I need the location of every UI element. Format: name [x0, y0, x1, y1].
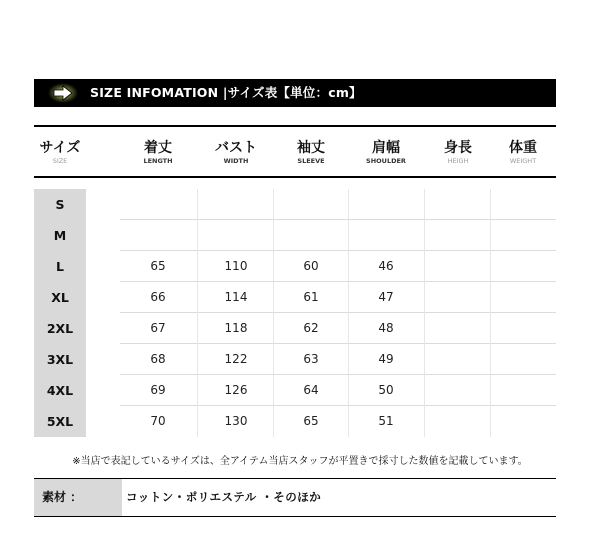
measurement-cell: 65 [303, 414, 319, 428]
measurement-cell: 62 [303, 321, 319, 335]
column-header-size [25, 140, 95, 166]
measurement-cell: 63 [303, 352, 319, 366]
measurement-cell: 110 [224, 259, 248, 273]
measurement-cell: 122 [224, 352, 248, 366]
size-label: 4XL [46, 383, 74, 398]
measurement-cell [128, 189, 188, 220]
measurement-cell: 130 [224, 414, 248, 428]
measurement-cell: 61 [303, 290, 319, 304]
measurement-cell [356, 220, 416, 251]
column-header-en: SLEEVE [297, 157, 325, 165]
size-label: 2XL [46, 321, 74, 336]
measurement-cell: 60 [303, 259, 319, 273]
column-header-jp: バスト [215, 140, 257, 156]
column-header-en: HEIGH [447, 157, 469, 165]
measurement-cell: 70 [150, 414, 166, 428]
column-separator [273, 189, 274, 437]
column-header-en: WIDTH [223, 157, 249, 165]
column-separator [348, 189, 349, 437]
measurement-cell [281, 189, 341, 220]
size-info-banner [34, 79, 556, 107]
column-separator [197, 189, 198, 437]
column-header-en: SIZE [52, 157, 68, 165]
material-value: コットン・ポリエステル ・そのほか [126, 490, 322, 504]
arrow-right-icon [48, 83, 78, 103]
measurement-cell: 64 [303, 383, 319, 397]
column-header-jp: 肩幅 [372, 140, 400, 156]
material-label: 素材 ： [34, 479, 122, 516]
measurement-cell: 66 [150, 290, 166, 304]
measurement-cell [206, 220, 266, 251]
column-header-jp: サイズ [39, 140, 81, 156]
column-header-jp: 身長 [444, 140, 472, 156]
banner-title: SIZE INFOMATION |サイズ表【単位：cm】 [90, 85, 362, 100]
column-header-length [123, 140, 193, 166]
measurement-cell [281, 220, 341, 251]
column-header-sleeve [276, 140, 346, 166]
column-header-jp: 体重 [509, 140, 537, 156]
column-header-shoulder [351, 140, 421, 166]
measurement-cell: 50 [378, 383, 394, 397]
measurement-cell: 51 [378, 414, 394, 428]
size-label: S [55, 197, 65, 212]
column-separator [424, 189, 425, 437]
measurement-cell [128, 220, 188, 251]
measurement-cell [356, 189, 416, 220]
column-header-heigh [423, 140, 493, 166]
measurement-cell: 47 [378, 290, 394, 304]
column-header-jp: 着丈 [144, 140, 172, 156]
column-header-jp: 袖丈 [297, 140, 325, 156]
measurement-cell: 118 [224, 321, 248, 335]
measurement-cell: 48 [378, 321, 394, 335]
measurement-note: ※当店で表記しているサイズは、全アイテム当店スタッフが平置きで採寸した数値を記載しています。 [72, 456, 528, 467]
material-row [34, 478, 556, 517]
column-separator [490, 189, 491, 437]
column-header-width [201, 140, 271, 166]
measurement-cell: 69 [150, 383, 166, 397]
header-top-rule [34, 125, 556, 127]
column-header-en: SHOULDER [366, 157, 406, 165]
size-label: 5XL [46, 414, 74, 429]
size-label: 3XL [46, 352, 74, 367]
column-header-en: WEIGHT [509, 157, 537, 165]
size-label: XL [51, 290, 69, 305]
column-header-weight [488, 140, 558, 166]
measurement-cell: 46 [378, 259, 394, 273]
column-header-en: LENGTH [143, 157, 173, 165]
measurement-cell: 67 [150, 321, 166, 335]
measurement-cell: 49 [378, 352, 394, 366]
size-label: L [56, 259, 64, 274]
measurement-cell: 126 [224, 383, 248, 397]
measurement-cell: 65 [150, 259, 166, 273]
size-label: M [53, 228, 67, 243]
header-bottom-rule [34, 176, 556, 178]
measurement-cell: 68 [150, 352, 166, 366]
measurement-cell: 114 [224, 290, 248, 304]
measurement-cell [206, 189, 266, 220]
